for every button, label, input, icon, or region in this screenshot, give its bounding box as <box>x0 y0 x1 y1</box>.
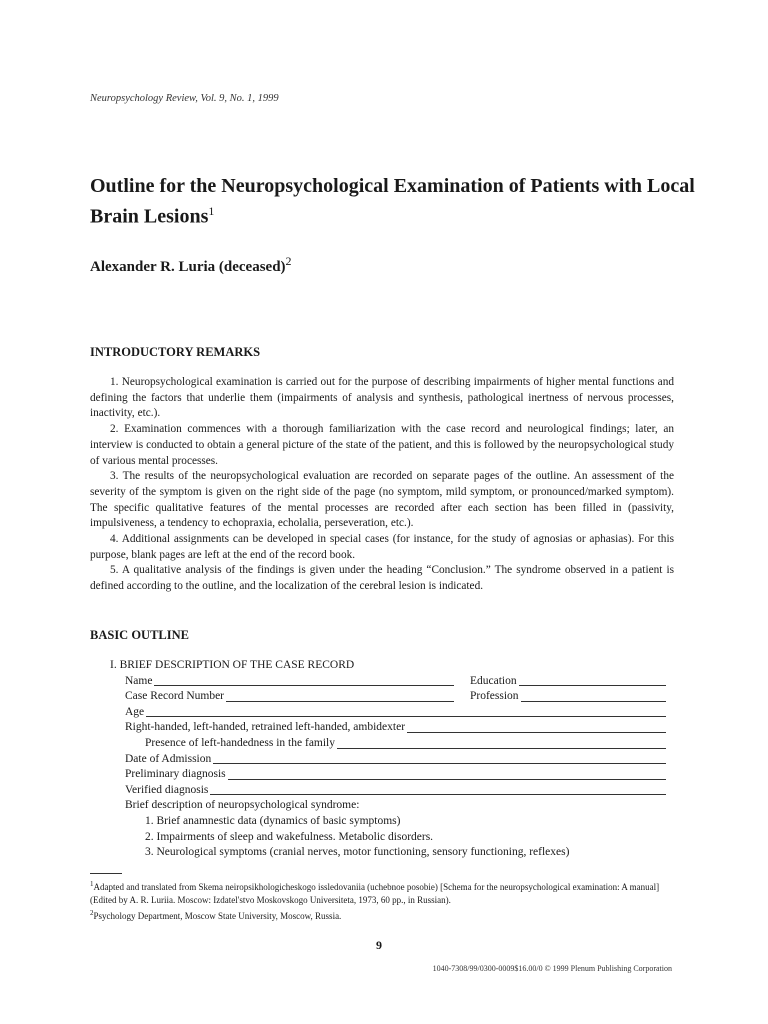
title-footnote-mark: 1 <box>208 204 215 218</box>
paper-title <box>90 174 710 230</box>
verified-blank <box>210 794 666 795</box>
handedness-blank <box>407 732 666 733</box>
brief-desc-row <box>110 798 670 814</box>
family-handedness-label: Presence of left-handedness in the family <box>145 736 336 749</box>
name-label: Name <box>125 674 153 687</box>
footnote-rule <box>90 873 122 874</box>
handedness-row <box>110 720 670 736</box>
list-item <box>110 830 670 846</box>
list-item <box>110 814 670 830</box>
intro-paragraph: 1. Neuropsychological examination is carried out for the purpose of describing impairments of higher mental functions and defining the factors that underlie them (impairments of analysis and synthesis, pathological inertness of nervous processes, inactivity, etc.). <box>90 376 674 420</box>
education-blank <box>519 674 666 687</box>
footnote <box>90 878 680 907</box>
section-title: I. BRIEF DESCRIPTION OF THE CASE RECORD <box>110 659 355 671</box>
case-profession-row <box>110 689 670 705</box>
intro-paragraph: 3. The results of the neuropsychological evaluation are recorded on separate pages of the outline. An assessment of the severity of the symptom is given on the right side of the page (no symptom, mild symptom, or pronounced/marked symptom). The specific qualitative features of the mental processes are recorded after each section has been filled in (passivity, impulsiveness, a tendency to echopraxia, echolalia, perseveration, etc.). <box>90 470 674 530</box>
name-education-row <box>110 674 670 690</box>
case-record-number-label: Case Record Number <box>125 690 224 703</box>
footnote-text: Psychology Department, Moscow State University, Moscow, Russia. <box>93 911 342 921</box>
name-blank <box>154 674 454 687</box>
intro-heading: INTRODUCTORY REMARKS <box>90 345 261 359</box>
profession-blank <box>521 689 666 702</box>
list-item <box>110 845 670 861</box>
copyright-line: 1040-7308/99/0300-0009$16.00/0 © 1999 Plenum Publishing Corporation <box>432 964 672 973</box>
footnotes <box>90 878 680 923</box>
preliminary-row <box>110 767 670 783</box>
age-blank <box>146 716 666 717</box>
verified-row <box>110 783 670 799</box>
section-title-row <box>110 658 670 674</box>
footnote-mark: 1 <box>90 880 94 888</box>
verified-label: Verified diagnosis <box>125 783 209 796</box>
intro-paragraph: 5. A qualitative analysis of the findings is given under the heading “Conclusion.” The syndrome observed in a patient is defined according to the outline, and the localization of the cerebral lesion is indicated. <box>90 564 674 593</box>
intro-paragraph: 2. Examination commences with a thorough familiarization with the case record and neurological findings; later, an interview is conducted to obtain a general picture of the state of the patient, and this is followed by the neuropsychological study of various mental processes. <box>90 423 674 467</box>
profession-label: Profession <box>470 690 519 703</box>
preliminary-label: Preliminary diagnosis <box>125 768 226 781</box>
case-record-number-blank <box>226 689 454 702</box>
author-line <box>90 254 292 276</box>
journal-citation: Neuropsychology Review, Vol. 9, No. 1, 1999 <box>90 93 279 104</box>
outline-item: 3. Neurological symptoms (cranial nerves, motor functioning, sensory functioning, reflexes) <box>145 846 570 859</box>
admission-label: Date of Admission <box>125 752 212 765</box>
basic-outline-heading: BASIC OUTLINE <box>90 628 189 642</box>
footnote-mark: 2 <box>90 909 94 917</box>
age-label: Age <box>125 705 145 718</box>
intro-remarks <box>90 375 674 595</box>
education-label: Education <box>470 674 517 687</box>
author-name: Alexander R. Luria (deceased) <box>90 259 286 275</box>
footnote-text: Adapted and translated from Skema neiropsikhologicheskogo issledovaniia (uchebnoe posobie) [Schema for the neuropsychological examination: A manual] (Edited by A. R. Luriia. Moscow: Izdatel'stvo Moskovskogo Universiteta, 1973, 60 pp., in Russian). <box>90 882 660 905</box>
brief-desc-label: Brief description of neuropsychological syndrome: <box>125 799 360 812</box>
outline-item: 2. Impairments of sleep and wakefulness. Metabolic disorders. <box>145 830 434 843</box>
admission-row <box>110 752 670 768</box>
outline-item: 1. Brief anamnestic data (dynamics of basic symptoms) <box>145 814 401 827</box>
admission-blank <box>213 763 666 764</box>
handedness-label: Right-handed, left-handed, retrained left-handed, ambidexter <box>125 721 406 734</box>
page-number: 9 <box>376 938 382 952</box>
family-handedness-blank <box>337 748 666 749</box>
author-footnote-mark: 2 <box>285 254 292 268</box>
intro-paragraph: 4. Additional assignments can be developed in special cases (for instance, for the study of agnosias or aphasias). For this purpose, blank pages are left at the end of the record book. <box>90 533 674 561</box>
preliminary-blank <box>228 779 666 780</box>
family-handedness-row <box>110 736 670 752</box>
case-record-form <box>110 658 670 861</box>
title-text: Outline for the Neuropsychological Examination of Patients with Local Brain Lesions <box>90 175 695 228</box>
age-row <box>110 705 670 721</box>
footnote <box>90 907 680 923</box>
